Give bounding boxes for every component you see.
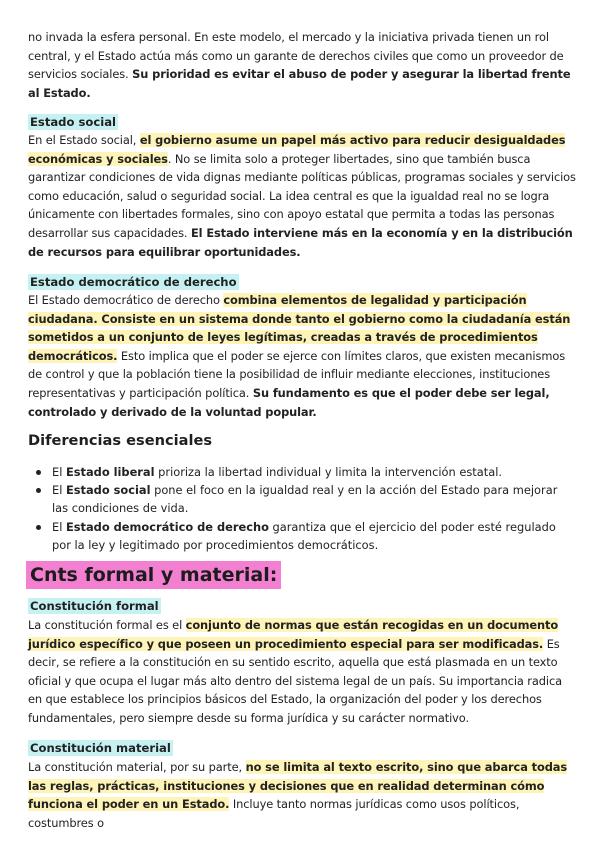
constitucion-material-label: Constitución material	[30, 741, 171, 755]
estado-democratico-bold-statement: Su fundamento es que el poder debe ser legal, controlado y derivado de la voluntad popular.	[28, 385, 550, 419]
constitucion-formal-highlight: conjunto de normas que están recogidas en un documento jurídico específico y que poseen un procedimiento especial para ser modificadas.	[28, 618, 559, 651]
list-item: El Estado liberal prioriza la libertad individual y limita la intervención estatal.	[28, 463, 576, 481]
estado-democratico-highlight: combina elementos de legalidad y participación ciudadana. Consiste en un sistema donde tanto el gobierno como la ciudadanía están sometidos a un conjunto de leyes legítimas, creadas a través de procedimientos democráticos.	[28, 293, 571, 363]
estado-social-bold-statement: El Estado interviene más en la economía y en la distribución de recursos para equilibrar oportunidades.	[28, 225, 573, 259]
list-item: El Estado democrático de derecho garantiza que el ejercicio del poder esté regulado por la ley y legitimado por procedimientos democráticos.	[28, 518, 576, 554]
section-title: Cnts formal y material:	[26, 561, 281, 589]
estado-social-paragraph: En el Estado social, el gobierno asume un papel más activo para reducir desigualdades económicas y sociales. No se limita solo a proteger libertades, sino que también busca garantizar condiciones de vida dignas mediante políticas públicas, programas sociales y servicios como educación, salud o seguridad social. La idea central es que la igualdad real no se logra únicamente con libertades formales, sino con apoyo estatal que permita a todas las personas desarrollar sus capacidades. El Estado interviene más en la economía y en la distribución de recursos para equilibrar oportunidades.	[28, 133, 576, 259]
constitucion-material-paragraph: La constitución material, por su parte, no se limita al texto escrito, sino que abarca todas las reglas, prácticas, instituciones y decisiones que en realidad determinan cómo funciona el poder en un Estado. Incluye tanto normas jurídicas como usos políticos, costumbres o	[28, 760, 568, 830]
estado-social-highlight: el gobierno asume un papel más activo para reducir desigualdades económicas y sociales	[28, 133, 566, 166]
diferencias-heading: Diferencias esenciales	[28, 432, 213, 449]
diferencias-list	[28, 463, 576, 554]
constitucion-formal-paragraph: La constitución formal es el conjunto de normas que están recogidas en un documento jurídico específico y que poseen un procedimiento especial para ser modificadas. Es decir, se refiere a la constitución en su sentido escrito, aquella que está plasmada en un texto oficial y que ocupa el lugar más alto dentro del sistema legal de un país. Su importancia radica en que establece los principios básicos del Estado, la organización del poder y los derechos fundamentales, pero siempre desde su forma jurídica y su carácter normativo.	[28, 618, 563, 725]
estado-social-label: Estado social	[30, 115, 116, 129]
constitucion-material-highlight: no se limita al texto escrito, sino que abarca todas las reglas, prácticas, instituciones y decisiones que en realidad determinan cómo funciona el poder en un Estado.	[28, 760, 568, 812]
list-item: El Estado social pone el foco en la igualdad real y en la acción del Estado para mejorar las condiciones de vida.	[28, 481, 576, 517]
intro-paragraph: no invada la esfera personal. En este modelo, el mercado y la iniciativa privada tienen un rol central, y el Estado actúa más como un garante de derechos civiles que como un proveedor de servicios sociales. Su prioridad es evitar el abuso de poder y asegurar la libertad frente al Estado.	[28, 30, 571, 100]
constitucion-formal-label: Constitución formal	[30, 599, 159, 613]
estado-democratico-label: Estado democrático de derecho	[30, 275, 237, 289]
intro-bold-statement: Su prioridad es evitar el abuso de poder y asegurar la libertad frente al Estado.	[28, 67, 571, 100]
estado-democratico-paragraph: El Estado democrático de derecho combina elementos de legalidad y participación ciudadana. Consiste en un sistema donde tanto el gobierno como la ciudadanía están sometidos a un conjunto de leyes legítimas, creadas a través de procedimientos democráticos. Esto implica que el poder se ejerce con límites claros, que existen mecanismos de control y que la población tiene la posibilidad de influir mediante elecciones, instituciones representativas y participación política. Su fundamento es que el poder debe ser legal, controlado y derivado de la voluntad popular.	[28, 293, 571, 419]
